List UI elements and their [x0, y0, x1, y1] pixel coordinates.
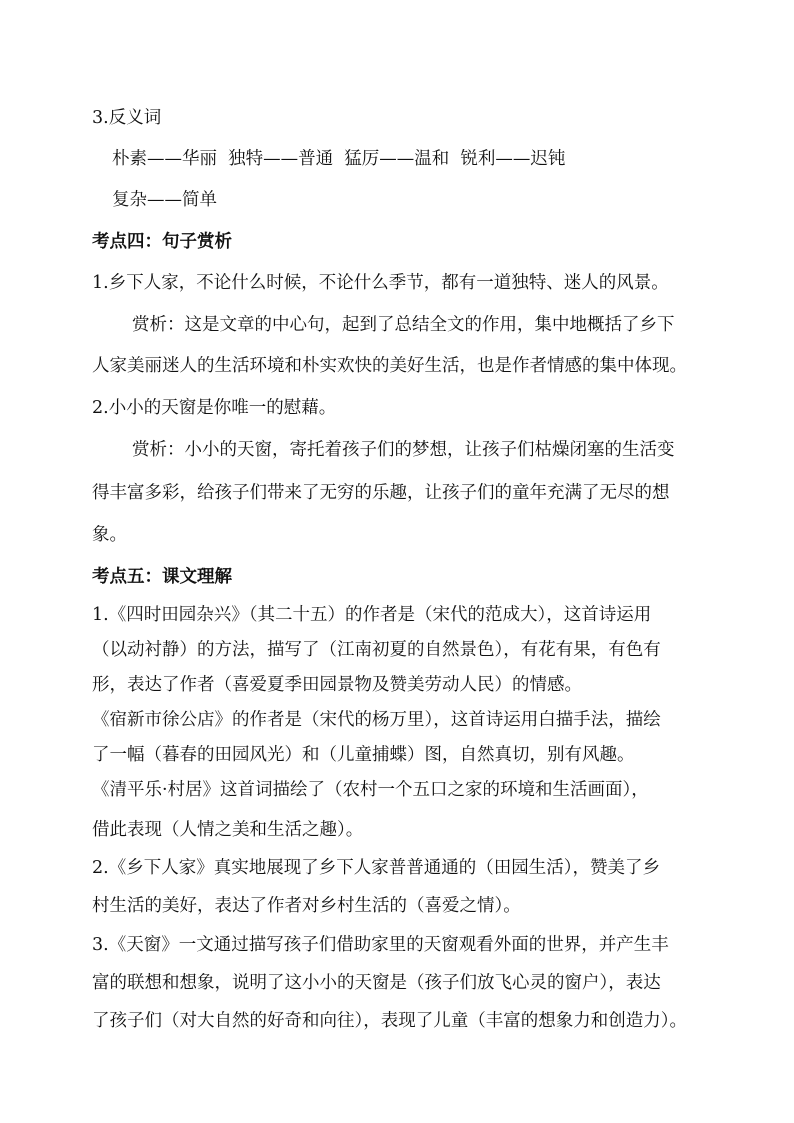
understanding-1-line-1: 1.《四时田园杂兴》（其二十五）的作者是（宋代的范成大），这首诗运用: [92, 605, 652, 625]
understanding-3-line-1: 3.《天窗》一文通过描写孩子们借助家里的天窗观看外面的世界，并产生丰: [92, 935, 669, 955]
sentence-2-analysis-line-3: 象。: [92, 525, 127, 545]
understanding-2-line-1: 2.《乡下人家》真实地展现了乡下人家普普通通的（田园生活），赞美了乡: [92, 858, 660, 878]
sentence-1: 1.乡下人家，不论什么时候，不论什么季节，都有一道独特、迷人的风景。: [92, 273, 669, 293]
understanding-1-line-3: 形，表达了作者（喜爱夏季田园景物及赞美劳动人民）的情感。: [92, 675, 582, 695]
sentence-2-analysis-line-1: 赏析：小小的天窗，寄托着孩子们的梦想，让孩子们枯燥闭塞的生活变: [132, 440, 675, 460]
understanding-1-line-5: 了一幅（暮春的田园风光）和（儿童捕蝶）图，自然真切，别有风趣。: [92, 745, 635, 765]
section-4-heading: 考点四：句子赏析: [92, 232, 232, 252]
understanding-1-line-2: （以动衬静）的方法，描写了（江南初夏的自然景色），有花有果，有色有: [92, 640, 661, 660]
understanding-1-line-7: 借此表现（人情之美和生活之趣）。: [92, 820, 364, 840]
understanding-3-line-2: 富的联想和想象，说明了这小小的天窗是（孩子们放飞心灵的窗户），表达: [92, 973, 661, 993]
sentence-2: 2.小小的天窗是你唯一的慰藉。: [92, 398, 337, 418]
understanding-3-line-3: 了孩子们（对大自然的好奇和向往），表现了儿童（丰富的想象力和创造力）。: [92, 1011, 687, 1031]
sentence-2-analysis-line-2: 得丰富多彩，给孩子们带来了无穷的乐趣，让孩子们的童年充满了无尽的想: [92, 483, 670, 503]
antonyms-line-2: 复杂——简单: [112, 190, 217, 210]
understanding-1-line-4: 《宿新市徐公店》的作者是（宋代的杨万里），这首诗运用白描手法，描绘: [92, 710, 661, 730]
antonyms-line-1: 朴素——华丽 独特——普通 猛厉——温和 锐利——迟钝: [112, 149, 566, 169]
sentence-1-analysis-line-1: 赏析：这是文章的中心句，起到了总结全文的作用，集中地概括了乡下: [132, 315, 675, 335]
understanding-1-line-6: 《清平乐·村居》这首词描绘了（农村一个五口之家的环境和生活画面），: [92, 780, 649, 800]
understanding-2-line-2: 村生活的美好，表达了作者对乡村生活的（喜爱之情）。: [92, 896, 521, 916]
antonyms-heading: 3.反义词: [92, 108, 162, 128]
sentence-1-analysis-line-2: 人家美丽迷人的生活环境和朴实欢快的美好生活，也是作者情感的集中体现。: [92, 356, 687, 376]
section-5-heading: 考点五：课文理解: [92, 567, 232, 587]
